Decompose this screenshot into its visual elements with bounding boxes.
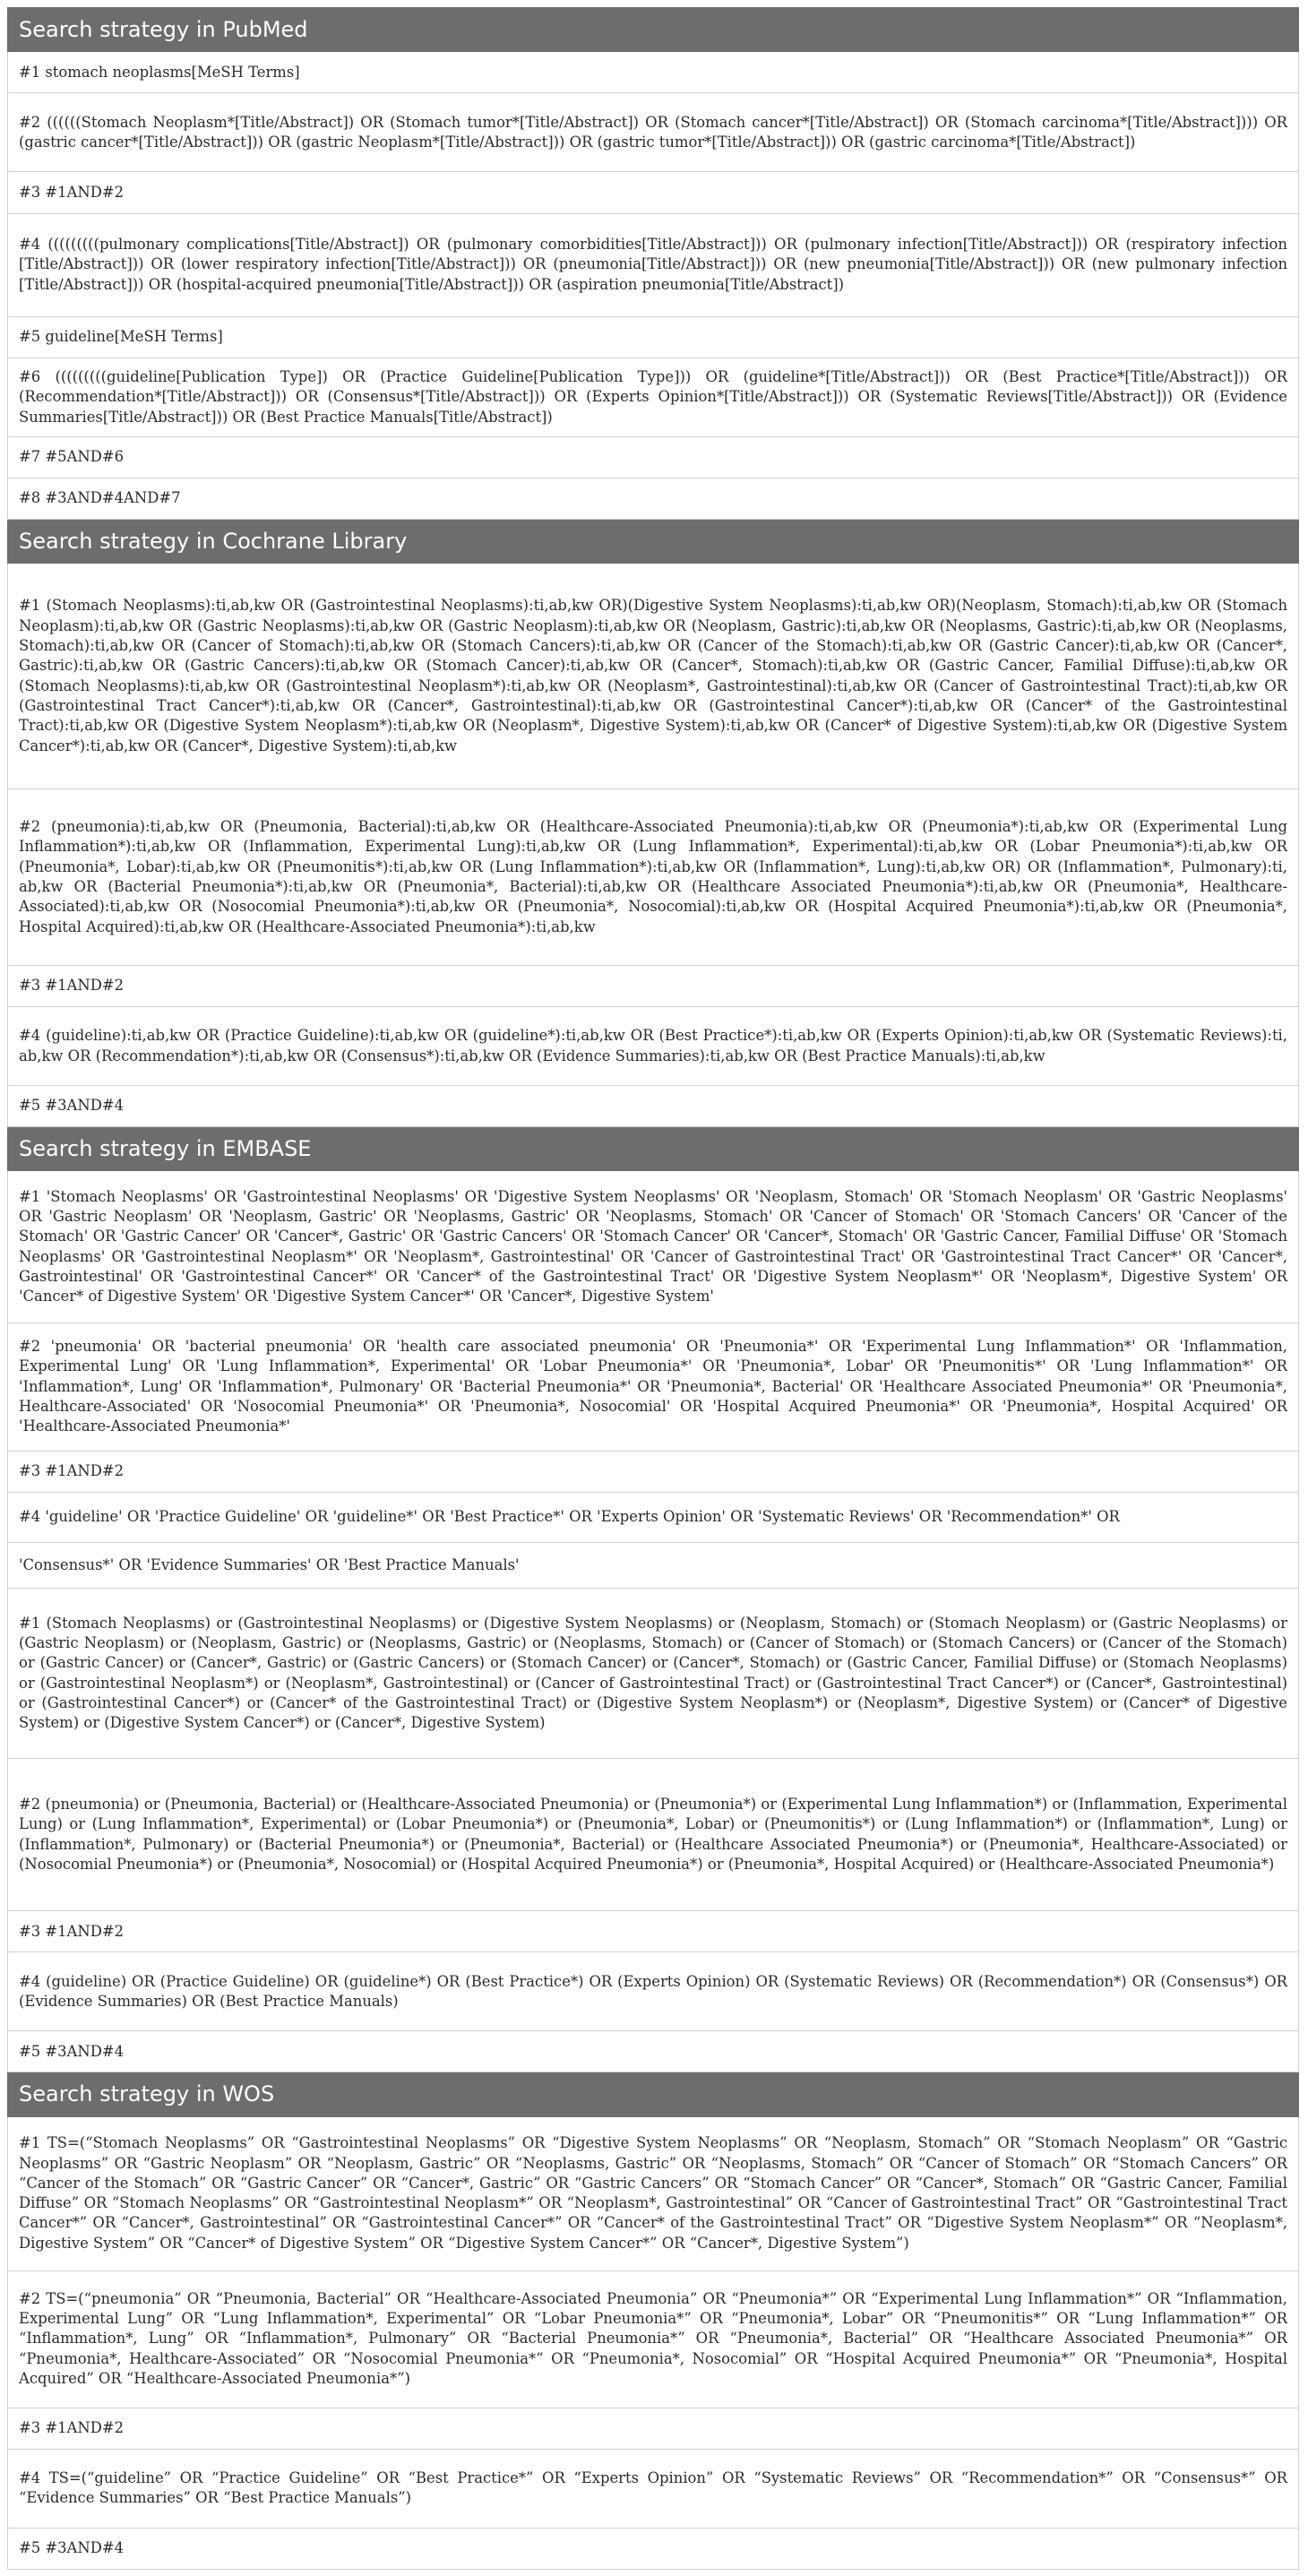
table-row	[8, 436, 1299, 478]
search-query: #5 #3AND#4	[8, 2031, 1299, 2072]
table-row	[8, 965, 1299, 1006]
search-query: #3 #1AND#2	[8, 2408, 1299, 2449]
table-row	[8, 1952, 1299, 2031]
table-row	[8, 2116, 1299, 2270]
search-query: #2 ((((((Stomach Neoplasm*[Title/Abstract]) OR (Stomach tumor*[Title/Abstract]) OR (Stomach cancer*[Title/Abstract]) OR (Stomach carcinoma*[Title/Abstract]))) OR (gastric cancer*[Title/Abstract])) OR (gastric Neoplasm*[Title/Abstract])) OR (gastric tumor*[Title/Abstract])) OR (gastric carcinoma*[Title/Abstract])	[8, 93, 1299, 172]
search-query: #7 #5AND#6	[8, 436, 1299, 478]
table-row	[8, 1451, 1299, 1492]
search-query: #5 guideline[MeSH Terms]	[8, 316, 1299, 358]
table-row	[8, 93, 1299, 172]
table-row	[8, 316, 1299, 358]
table-row	[8, 2408, 1299, 2449]
table-row	[8, 1086, 1299, 1127]
search-query: #5 #3AND#4	[8, 2528, 1299, 2569]
search-query: #4 (guideline) OR (Practice Guideline) OR (guideline*) OR (Best Practice*) OR (Experts Opinion) OR (Systematic Reviews) OR (Recommendation*) OR (Consensus*) OR (Evidence Summaries) OR (Best Practice Manuals)	[8, 1952, 1299, 2031]
search-query: #3 #1AND#2	[8, 1911, 1299, 1952]
table-row	[8, 1543, 1299, 1588]
search-query: #3 #1AND#2	[8, 172, 1299, 213]
search-query: #2 (pneumonia):ti,ab,kw OR (Pneumonia, Bacterial):ti,ab,kw OR (Healthcare-Associated Pneumonia):ti,ab,kw OR (Pneumonia*):ti,ab,kw OR (Experimental Lung Inflammation*):ti,ab,kw OR (Inflammation, Experimental Lung):ti,ab,kw OR (Lung Inflammation*, Experimental):ti,ab,kw OR (Lobar Pneumonia*):ti,ab,kw OR (Pneumonia*, Lobar):ti,ab,kw OR (Pneumonitis*):ti,ab,kw OR (Lung Inflammation*):ti,ab,kw OR (Inflammation*, Lung):ti,ab,kw OR) OR (Inflammation*, Pulmonary):ti, ab,kw OR (Bacterial Pneumonia*):ti,ab,kw OR (Pneumonia*, Bacterial):ti,ab,kw OR (Healthcare Associated Pneumonia*):ti,ab,kw OR (Pneumonia*, Healthcare-Associated):ti,ab,kw OR (Nosocomial Pneumonia*):ti,ab,kw OR (Pneumonia*, Nosocomial):ti,ab,kw OR (Hospital Acquired Pneumonia*):ti,ab,kw OR (Pneumonia*, Hospital Acquired):ti,ab,kw OR (Healthcare-Associated Pneumonia*):ti,ab,kw	[8, 788, 1299, 965]
search-query: #8 #3AND#4AND#7	[8, 478, 1299, 520]
search-query: #4 (((((((((pulmonary complications[Title/Abstract]) OR (pulmonary comorbidities[Title/Abstract])) OR (pulmonary infection[Title/Abstract])) OR (respiratory infection [Title/Abstract])) OR (lower respiratory infection[Title/Abstract])) OR (pneumonia[Title/Abstract])) OR (new pneumonia[Title/Abstract])) OR (new pulmonary infection [Title/Abstract])) OR (hospital-acquired pneumonia[Title/Abstract])) OR (aspiration pneumonia[Title/Abstract])	[8, 213, 1299, 316]
search-query: #1 TS=(“Stomach Neoplasms” OR “Gastrointestinal Neoplasms” OR “Digestive System Neoplasms” OR “Neoplasm, Stomach” OR “Stomach Neoplasm” OR “Gastric Neoplasms” OR “Gastric Neoplasm” OR “Neoplasm, Gastric” OR “Neoplasms, Gastric” OR “Neoplasms, Stomach” OR “Cancer of Stomach” OR “Stomach Cancers” OR “Cancer of the Stomach” OR “Gastric Cancer” OR “Cancer*, Gastric” OR “Gastric Cancers” OR “Stomach Cancer” OR “Cancer*, Stomach” OR “Gastric Cancer, Familial Diffuse” OR “Stomach Neoplasms” OR “Gastrointestinal Neoplasm*” OR “Neoplasm*, Gastrointestinal” OR “Cancer of Gastrointestinal Tract” OR “Gastrointestinal Tract Cancer*” OR “Cancer*, Gastrointestinal” OR “Gastrointestinal Cancer*” OR “Cancer* of the Gastrointestinal Tract” OR “Digestive System Neoplasm*” OR “Neoplasm*, Digestive System” OR “Cancer* of Digestive System” OR “Digestive System Cancer*” OR “Cancer*, Digestive System”)	[8, 2116, 1299, 2270]
section-header	[8, 1127, 1299, 1171]
table-row	[8, 2031, 1299, 2072]
table-row	[8, 1759, 1299, 1911]
section-header	[8, 520, 1299, 564]
table-row	[8, 1007, 1299, 1086]
section-title: Search strategy in Cochrane Library	[8, 520, 1299, 564]
table-row	[8, 1323, 1299, 1452]
search-query: #4 'guideline' OR 'Practice Guideline' OR 'guideline*' OR 'Best Practice*' OR 'Experts Opinion' OR 'Systematic Reviews' OR 'Recommendation*' OR	[8, 1492, 1299, 1543]
search-query: #3 #1AND#2	[8, 1451, 1299, 1492]
table-row	[8, 1911, 1299, 1952]
search-query: #4 (guideline):ti,ab,kw OR (Practice Guideline):ti,ab,kw OR (guideline*):ti,ab,kw OR (Best Practice*):ti,ab,kw OR (Experts Opinion):ti,ab,kw OR (Systematic Reviews):ti, ab,kw OR (Recommendation*):ti,ab,kw OR (Consensus*):ti,ab,kw OR (Evidence Summaries):ti,ab,kw OR (Best Practice Manuals):ti,ab,kw	[8, 1007, 1299, 1086]
search-query: #5 #3AND#4	[8, 1086, 1299, 1127]
search-query: #4 TS=(“guideline” OR “Practice Guideline” OR “Best Practice*” OR “Experts Opinion” OR “Systematic Reviews” OR “Recommendation*” OR “Consensus*” OR “Evidence Summaries” OR “Best Practice Manuals”)	[8, 2449, 1299, 2528]
table-row	[8, 52, 1299, 93]
search-query: #1 'Stomach Neoplasms' OR 'Gastrointestinal Neoplasms' OR 'Digestive System Neoplasms' OR 'Neoplasm, Stomach' OR 'Stomach Neoplasm' OR 'Gastric Neoplasms' OR 'Gastric Neoplasm' OR 'Neoplasm, Gastric' OR 'Neoplasms, Gastric' OR 'Neoplasms, Stomach' OR 'Cancer of Stomach' OR 'Stomach Cancers' OR 'Cancer of the Stomach' OR 'Gastric Cancer' OR 'Cancer*, Gastric' OR 'Gastric Cancers' OR 'Stomach Cancer' OR 'Cancer*, Stomach' OR 'Gastric Cancer, Familial Diffuse' OR 'Stomach Neoplasms' OR 'Gastrointestinal Neoplasm*' OR 'Neoplasm*, Gastrointestinal' OR 'Cancer of Gastrointestinal Tract' OR 'Gastrointestinal Tract Cancer*' OR 'Cancer*, Gastrointestinal' OR 'Gastrointestinal Cancer*' OR 'Cancer* of the Gastrointestinal Tract' OR 'Digestive System Neoplasm*' OR 'Neoplasm*, Digestive System' OR 'Cancer* of Digestive System' OR 'Digestive System Cancer*' OR 'Cancer*, Digestive System'	[8, 1171, 1299, 1323]
search-query: #1 (Stomach Neoplasms) or (Gastrointestinal Neoplasms) or (Digestive System Neoplasms) or (Neoplasm, Stomach) or (Stomach Neoplasm) or (Gastric Neoplasms) or (Gastric Neoplasm) or (Neoplasm, Gastric) or (Neoplasms, Gastric) or (Neoplasms, Stomach) or (Cancer of Stomach) or (Stomach Cancers) or (Cancer of the Stomach) or (Gastric Cancer) or (Cancer*, Gastric) or (Gastric Cancers) or (Stomach Cancer) or (Cancer*, Stomach) or (Gastric Cancer, Familial Diffuse) or (Stomach Neoplasms) or (Gastrointestinal Neoplasm*) or (Neoplasm*, Gastrointestinal) or (Cancer of Gastrointestinal Tract) or (Gastrointestinal Tract Cancer*) or (Cancer*, Gastrointestinal) or (Gastrointestinal Cancer*) or (Cancer* of the Gastrointestinal Tract) or (Digestive System Neoplasm*) or (Neoplasm*, Digestive System) or (Cancer* of Digestive System) or (Digestive System Cancer*) or (Cancer*, Digestive System)	[8, 1588, 1299, 1759]
table-row	[8, 478, 1299, 520]
table-row	[8, 358, 1299, 436]
table-row	[8, 564, 1299, 789]
table-row	[8, 788, 1299, 965]
section-header	[8, 2072, 1299, 2116]
search-query: 'Consensus*' OR 'Evidence Summaries' OR 'Best Practice Manuals'	[8, 1543, 1299, 1588]
table-row	[8, 2528, 1299, 2569]
table-row	[8, 1171, 1299, 1323]
table-row	[8, 213, 1299, 316]
search-query: #2 TS=(“pneumonia” OR “Pneumonia, Bacterial” OR “Healthcare-Associated Pneumonia” OR “Pneumonia*” OR “Experimental Lung Inflammation*” OR “Inflammation, Experimental Lung” OR “Lung Inflammation*, Experimental” OR “Lobar Pneumonia*” OR “Pneumonia*, Lobar” OR “Pneumonitis*” OR “Lung Inflammation*” OR “Inflammation*, Lung” OR “Inflammation*, Pulmonary” OR “Bacterial Pneumonia*” OR “Pneumonia*, Bacterial” OR “Healthcare Associated Pneumonia*” OR “Pneumonia*, Healthcare-Associated” OR “Nosocomial Pneumonia*” OR “Pneumonia*, Nosocomial” OR “Hospital Acquired Pneumonia*” OR “Pneumonia*, Hospital Acquired” OR “Healthcare-Associated Pneumonia*”)	[8, 2270, 1299, 2408]
table-row	[8, 172, 1299, 213]
search-strategy-document	[7, 7, 1299, 2570]
search-strategy-table	[7, 7, 1299, 2570]
search-query: #2 'pneumonia' OR 'bacterial pneumonia' OR 'health care associated pneumonia' OR 'Pneumonia*' OR 'Experimental Lung Inflammation*' OR 'Inflammation, Experimental Lung' OR 'Lung Inflammation*, Experimental' OR 'Lobar Pneumonia*' OR 'Pneumonia*, Lobar' OR 'Pneumonitis*' OR 'Lung Inflammation*' OR 'Inflammation*, Lung' OR 'Inflammation*, Pulmonary' OR 'Bacterial Pneumonia*' OR 'Pneumonia*, Bacterial' OR 'Healthcare Associated Pneumonia*' OR 'Pneumonia*, Healthcare-Associated' OR 'Nosocomial Pneumonia*' OR 'Pneumonia*, Nosocomial' OR 'Hospital Acquired Pneumonia*' OR 'Pneumonia*, Hospital Acquired' OR 'Healthcare-Associated Pneumonia*'	[8, 1323, 1299, 1452]
search-query: #1 (Stomach Neoplasms):ti,ab,kw OR (Gastrointestinal Neoplasms):ti,ab,kw OR)(Digestive System Neoplasms):ti,ab,kw OR)(Neoplasm, Stomach):ti,ab,kw OR (Stomach Neoplasm):ti,ab,kw OR (Gastric Neoplasms):ti,ab,kw OR (Gastric Neoplasm):ti,ab,kw OR (Neoplasm, Gastric):ti,ab,kw OR (Neoplasms, Gastric):ti,ab,kw OR (Neoplasms, Stomach):ti,ab,kw OR (Cancer of Stomach):ti,ab,kw OR (Stomach Cancers):ti,ab,kw OR (Cancer of the Stomach):ti,ab,kw OR (Gastric Cancer):ti,ab,kw OR (Cancer*, Gastric):ti,ab,kw OR (Gastric Cancers):ti,ab,kw OR (Stomach Cancer):ti,ab,kw OR (Cancer*, Stomach):ti,ab,kw OR (Gastric Cancer, Familial Diffuse):ti,ab,kw OR (Stomach Neoplasms):ti,ab,kw OR (Gastrointestinal Neoplasm*):ti,ab,kw OR (Neoplasm*, Gastrointestinal):ti,ab,kw OR (Cancer of Gastrointestinal Tract):ti,ab,kw OR (Gastrointestinal Tract Cancer*):ti,ab,kw OR (Cancer*, Gastrointestinal):ti,ab,kw OR (Gastrointestinal Cancer*):ti,ab,kw OR (Cancer* of the Gastrointestinal Tract):ti,ab,kw OR (Digestive System Neoplasm*):ti,ab,kw OR (Neoplasm*, Digestive System):ti,ab,kw OR (Cancer* of Digestive System):ti,ab,kw OR (Digestive System Cancer*):ti,ab,kw OR (Cancer*, Digestive System):ti,ab,kw	[8, 564, 1299, 789]
section-title: Search strategy in PubMed	[8, 8, 1299, 52]
search-query: #3 #1AND#2	[8, 965, 1299, 1006]
section-title: Search strategy in EMBASE	[8, 1127, 1299, 1171]
table-row	[8, 2449, 1299, 2528]
search-query: #6 (((((((((guideline[Publication Type]) OR (Practice Guideline[Publication Type])) OR (guideline*[Title/Abstract])) OR (Best Practice*[Title/Abstract])) OR (Recommendation*[Title/Abstract])) OR (Consensus*[Title/Abstract])) OR (Experts Opinion*[Title/Abstract])) OR (Systematic Reviews[Title/Abstract])) OR (Evidence Summaries[Title/Abstract])) OR (Best Practice Manuals[Title/Abstract])	[8, 358, 1299, 436]
section-header	[8, 8, 1299, 52]
search-query: #2 (pneumonia) or (Pneumonia, Bacterial) or (Healthcare-Associated Pneumonia) or (Pneumonia*) or (Experimental Lung Inflammation*) or (Inflammation, Experimental Lung) or (Lung Inflammation*, Experimental) or (Lobar Pneumonia*) or (Pneumonia*, Lobar) or (Pneumonitis*) or (Lung Inflammation*) or (Inflammation*, Lung) or (Inflammation*, Pulmonary) or (Bacterial Pneumonia*) or (Pneumonia*, Bacterial) or (Healthcare Associated Pneumonia*) or (Pneumonia*, Healthcare-Associated) or (Nosocomial Pneumonia*) or (Pneumonia*, Nosocomial) or (Hospital Acquired Pneumonia*) or (Pneumonia*, Hospital Acquired) or (Healthcare-Associated Pneumonia*)	[8, 1759, 1299, 1911]
table-row	[8, 1588, 1299, 1759]
search-query: #1 stomach neoplasms[MeSH Terms]	[8, 52, 1299, 93]
table-row	[8, 2270, 1299, 2408]
section-title: Search strategy in WOS	[8, 2072, 1299, 2116]
table-row	[8, 1492, 1299, 1543]
